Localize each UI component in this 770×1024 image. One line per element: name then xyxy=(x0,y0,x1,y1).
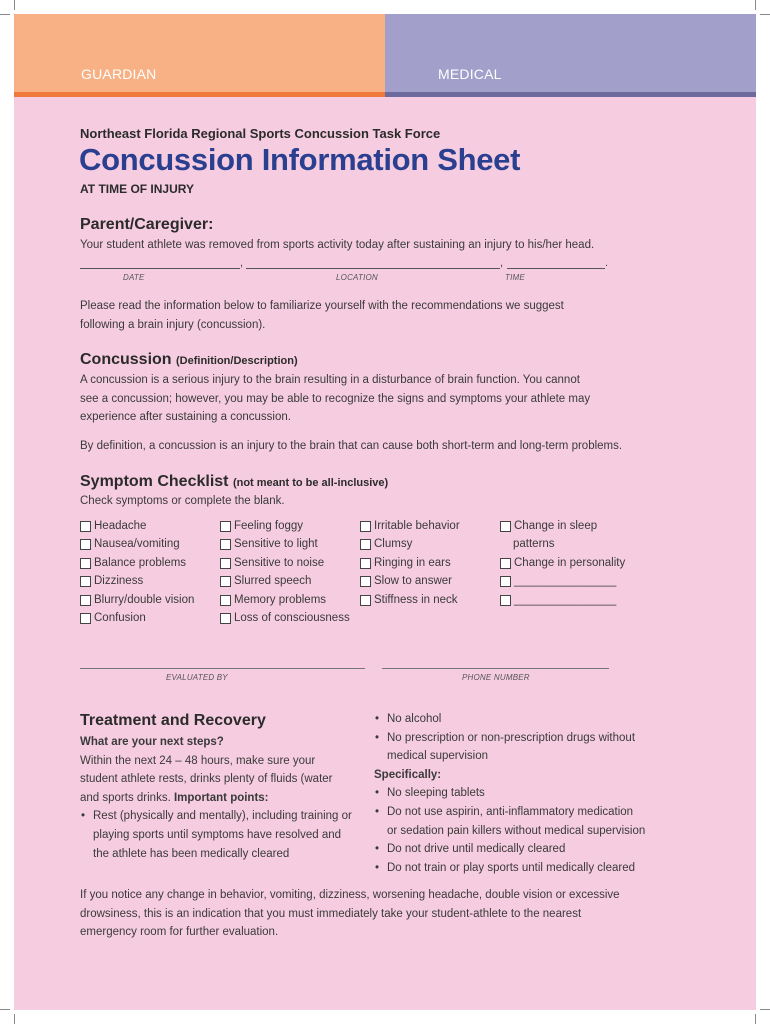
bullet-line: • No alcohol xyxy=(387,713,442,725)
time-caption: TIME xyxy=(505,273,525,282)
list-item xyxy=(80,807,370,863)
important-points-label: Important points: xyxy=(173,791,269,804)
concussion-heading-text: Concussion xyxy=(80,351,172,368)
concussion-line: A concussion is a serious injury to the brain resulting in a disturbance of brain function. You cannot xyxy=(80,374,580,386)
read-info-text xyxy=(80,297,564,334)
list-item xyxy=(374,803,674,840)
crop-mark xyxy=(0,1009,10,1010)
crop-mark xyxy=(760,1009,770,1010)
bullet-line: • Do not drive until medically cleared xyxy=(387,843,566,856)
date-field[interactable] xyxy=(80,268,240,269)
phone-number-field[interactable] xyxy=(382,668,609,669)
specifically-label: Specifically: xyxy=(374,768,442,781)
symptom-label: Slow to answer xyxy=(374,575,452,588)
crop-mark xyxy=(14,0,15,10)
symptom-heading-text: Symptom Checklist xyxy=(80,473,229,490)
bullet-line: or sedation pain killers without medical supervision xyxy=(387,824,646,837)
date-caption: DATE xyxy=(123,273,145,282)
checkbox[interactable] xyxy=(360,576,371,587)
guardian-tab-bar xyxy=(14,92,385,97)
bullet-line: • Rest (physically and mentally), including training or xyxy=(93,810,352,823)
organization-name: Northeast Florida Regional Sports Concussion Task Force xyxy=(80,126,441,141)
evaluated-by-field[interactable] xyxy=(80,668,365,669)
read-info-line: Please read the information below to familiarize yourself with the recommendations we suggest xyxy=(80,300,564,312)
symptom-label: Clumsy xyxy=(374,538,413,551)
treatment-left-column xyxy=(80,733,370,863)
symptom-label: Stiffness in neck xyxy=(374,593,458,606)
symptom-item[interactable] xyxy=(220,517,350,535)
symptom-label: Sensitive to noise xyxy=(234,556,325,569)
list-item xyxy=(374,729,674,766)
bullet-line: • No sleeping tablets xyxy=(387,787,485,800)
symptom-label: Change in sleep xyxy=(514,520,598,532)
parent-heading: Parent/Caregiver: xyxy=(80,216,214,233)
symptom-other-blank[interactable]: ________________ xyxy=(514,575,617,588)
symptom-label: Headache xyxy=(94,520,147,532)
emergency-warning xyxy=(80,886,620,942)
symptom-item[interactable] xyxy=(360,535,460,553)
crop-mark xyxy=(755,1014,756,1024)
crop-mark xyxy=(760,14,770,15)
guardian-tab[interactable] xyxy=(14,14,385,92)
page-title: Concussion Information Sheet xyxy=(79,142,521,177)
concussion-description xyxy=(80,371,590,427)
checkbox[interactable] xyxy=(360,595,371,606)
symptom-label: Dizziness xyxy=(94,575,144,588)
time-field[interactable] xyxy=(507,268,605,269)
checkbox[interactable] xyxy=(500,521,511,532)
symptom-item[interactable] xyxy=(80,591,194,609)
medical-tab-bar xyxy=(385,92,756,97)
symptom-item[interactable] xyxy=(80,517,194,535)
crop-mark xyxy=(0,14,10,15)
concussion-definition: By definition, a concussion is an injury to the brain that can cause both short-term and long-term problems. xyxy=(80,440,623,452)
treatment-line: Within the next 24 – 48 hours, make sure your xyxy=(80,754,316,767)
list-item xyxy=(374,840,674,859)
list-item xyxy=(374,784,674,803)
symptom-label: Ringing in ears xyxy=(374,556,451,569)
bullet-line: the athlete has been medically cleared xyxy=(93,847,290,860)
symptom-item[interactable] xyxy=(220,535,350,553)
symptom-label: Memory problems xyxy=(234,593,327,606)
checkbox[interactable] xyxy=(80,576,91,587)
symptom-label: Change in personality xyxy=(514,556,626,569)
comma: , xyxy=(240,257,244,269)
treatment-bullets-right xyxy=(374,710,674,766)
page-subtitle: AT TIME OF INJURY xyxy=(80,182,194,196)
checkbox[interactable] xyxy=(220,521,231,532)
checkbox[interactable] xyxy=(80,595,91,606)
evaluated-by-caption: EVALUATED BY xyxy=(166,673,228,682)
treatment-heading: Treatment and Recovery xyxy=(80,712,266,729)
symptom-label: Blurry/double vision xyxy=(94,593,195,606)
symptom-label: Sensitive to light xyxy=(234,538,318,551)
symptom-item[interactable] xyxy=(80,572,194,590)
crop-mark xyxy=(14,1014,15,1024)
concussion-line: experience after sustaining a concussion. xyxy=(80,411,291,424)
checkbox[interactable] xyxy=(80,613,91,624)
symptom-column-4 xyxy=(500,517,625,609)
checkbox[interactable] xyxy=(500,558,511,569)
symptom-item[interactable] xyxy=(80,609,194,627)
checkbox[interactable] xyxy=(80,521,91,532)
symptom-item[interactable] xyxy=(360,517,460,535)
treatment-bullets-specific xyxy=(374,784,674,877)
symptom-label: Confusion xyxy=(94,612,146,625)
checkbox[interactable] xyxy=(500,576,511,587)
symptom-label: Nausea/vomiting xyxy=(94,538,180,551)
checkbox[interactable] xyxy=(220,539,231,550)
symptom-column-2 xyxy=(220,517,350,627)
symptom-item[interactable] xyxy=(220,554,350,572)
checkbox[interactable] xyxy=(220,613,231,624)
next-steps-heading: What are your next steps? xyxy=(80,736,224,748)
bullet-line: • Do not use aspirin, anti-inflammatory medication xyxy=(387,805,634,818)
list-item xyxy=(374,859,674,878)
symptom-item[interactable] xyxy=(80,554,194,572)
treatment-bullets-left xyxy=(80,807,370,863)
symptom-item[interactable] xyxy=(220,591,350,609)
symptom-other-blank[interactable]: ________________ xyxy=(514,593,617,606)
treatment-line: student athlete rests, drinks plenty of fluids (water xyxy=(80,773,333,786)
concussion-heading-note: (Definition/Description) xyxy=(176,355,298,367)
symptom-instruction: Check symptoms or complete the blank. xyxy=(80,495,285,507)
symptom-item[interactable] xyxy=(360,572,460,590)
symptom-heading-note: (not meant to be all-inclusive) xyxy=(232,477,389,489)
location-field[interactable] xyxy=(246,268,500,269)
medical-tab-label[interactable]: MEDICAL xyxy=(438,66,502,82)
symptom-heading xyxy=(80,473,388,491)
list-item xyxy=(374,710,674,729)
checkbox[interactable] xyxy=(500,595,511,606)
checkbox[interactable] xyxy=(220,558,231,569)
symptom-label: Feeling foggy xyxy=(234,520,304,532)
symptom-column-3 xyxy=(360,517,460,609)
symptom-item[interactable] xyxy=(500,554,625,572)
symptom-other-item[interactable] xyxy=(500,572,625,590)
symptom-label: Loss of consciousness xyxy=(234,612,350,625)
symptom-item-continued xyxy=(500,535,625,553)
period: . xyxy=(605,257,609,269)
treatment-line-text: and sports drinks. xyxy=(80,791,171,804)
treatment-line xyxy=(80,789,370,808)
guardian-tab-label[interactable]: GUARDIAN xyxy=(81,66,157,82)
concussion-line: see a concussion; however, you may be able to recognize the signs and symptoms your athlete may xyxy=(80,392,591,405)
crop-mark xyxy=(755,0,756,10)
checkbox[interactable] xyxy=(80,558,91,569)
read-info-line: following a brain injury (concussion). xyxy=(80,318,266,331)
parent-intro: Your student athlete was removed from sports activity today after sustaining an injury to his/her head. xyxy=(80,239,595,251)
symptom-item[interactable] xyxy=(360,591,460,609)
symptom-item[interactable] xyxy=(220,572,350,590)
checkbox[interactable] xyxy=(220,576,231,587)
symptom-label: Slurred speech xyxy=(234,575,312,588)
treatment-right-column xyxy=(374,710,674,877)
checkbox[interactable] xyxy=(80,539,91,550)
symptom-label: Irritable behavior xyxy=(374,520,460,532)
concussion-heading xyxy=(80,351,298,369)
bullet-line: • Do not train or play sports until medically cleared xyxy=(387,861,636,874)
checkbox[interactable] xyxy=(220,595,231,606)
symptom-item[interactable] xyxy=(80,535,194,553)
checkbox[interactable] xyxy=(360,558,371,569)
comma: , xyxy=(500,257,504,269)
bullet-line: playing sports until symptoms have resolved and xyxy=(93,828,342,841)
bullet-line: medical supervision xyxy=(387,750,488,763)
symptom-item[interactable] xyxy=(500,517,625,535)
warning-line: emergency room for further evaluation. xyxy=(80,926,279,939)
symptom-other-item[interactable] xyxy=(500,591,625,609)
symptom-item[interactable] xyxy=(220,609,350,627)
checkbox[interactable] xyxy=(360,521,371,532)
location-caption: LOCATION xyxy=(336,273,378,282)
symptom-column-1 xyxy=(80,517,194,627)
symptom-item[interactable] xyxy=(360,554,460,572)
checkbox[interactable] xyxy=(360,539,371,550)
warning-line: drowsiness, this is an indication that you must immediately take your student-athlete to the nearest xyxy=(80,907,582,920)
symptom-label: Balance problems xyxy=(94,556,187,569)
bullet-line: • No prescription or non-prescription drugs without xyxy=(387,731,636,744)
symptom-label: patterns xyxy=(513,538,555,551)
warning-line: If you notice any change in behavior, vomiting, dizziness, worsening headache, double vision or excessive xyxy=(80,889,620,901)
phone-number-caption: PHONE NUMBER xyxy=(462,673,530,682)
